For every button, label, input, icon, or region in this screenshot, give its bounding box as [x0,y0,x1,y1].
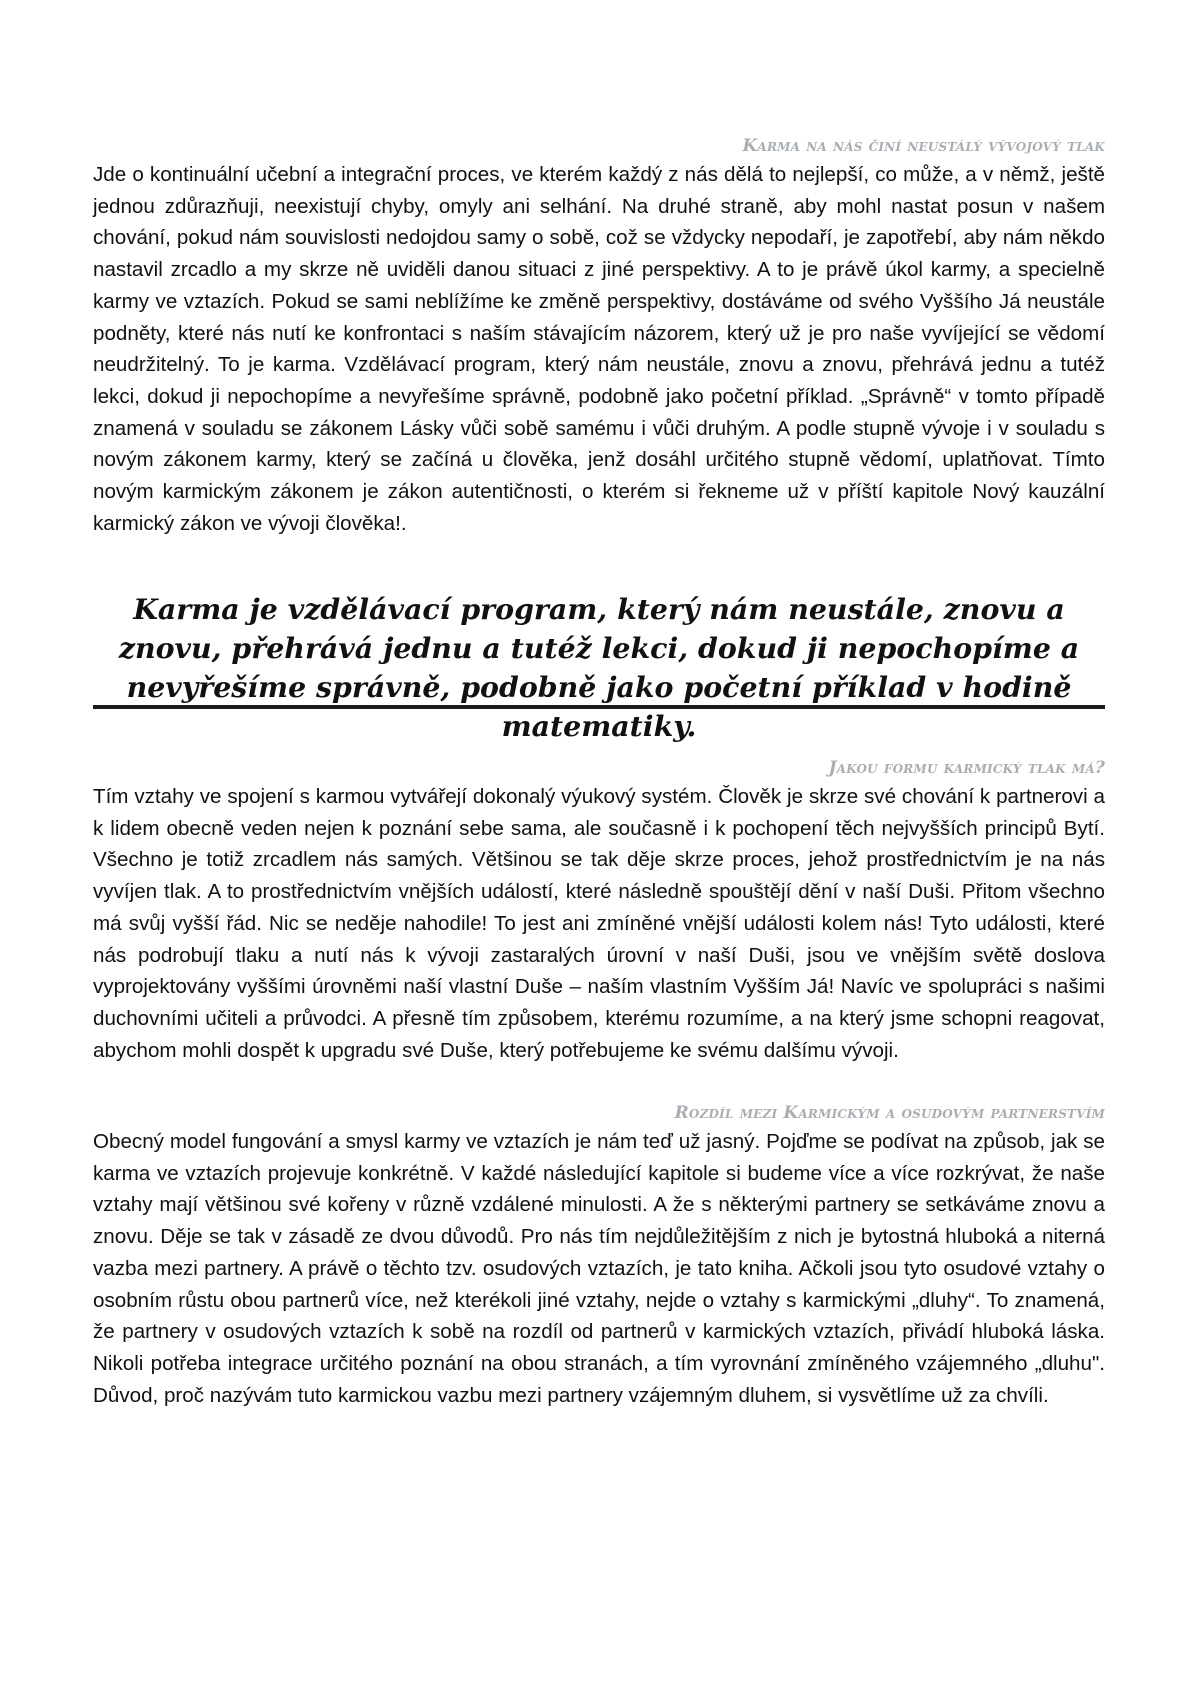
body-paragraph: Obecný model fungování a smysl karmy ve vztazích je nám teď už jasný. Pojďme se podívat na způsob, jak se karma ve vztazích projevuje konkrétně. V každé následující kapitole si budeme více a více rozkrývat, že naše vztahy mají většinou své kořeny v různě vzdálené minulosti. A že s některými partnery se setkáváme znovu a znovu. Děje se tak v zásadě ze dvou důvodů. Pro nás tím nejdůležitějším z nich je bytostná hluboká a niterná vazba mezi partnery. A právě o těchto tzv. osudových vztazích, je tato kniha. Ačkoli jsou tyto osudové vztahy o osobním růstu obou partnerů více, než kterékoli jiné vztahy, nejde o vztahy s karmickými „dluhy“. To znamená, že partnery v osudových vztazích k sobě na rozdíl od partnerů v karmických vztazích, přivádí hluboká láska. Nikoli potřeba integrace určitého poznání na obou stranách, a tím vyrovnání zmíněného vzájemného „dluhu". Důvod, proč nazývám tuto karmickou vazbu mezi partnery vzájemným dluhem, si vysvětlíme už za chvíli. [93,1130,1105,1407]
pull-quote: Karma je vzdělávací program, který nám neustále, znovu a znovu, přehrává jednu a tutéž lekci, dokud ji nepochopíme a nevyřešíme správně, podobně jako početní příklad v hodině matematiky. [118,592,1080,743]
body-paragraph: Tím vztahy ve spojení s karmou vytvářejí dokonalý výukový systém. Člověk je skrze své chování k partnerovi a k lidem obecně veden nejen k poznání sebe sama, ale současně i k pochopení těch nejvyšších principů Bytí. Všechno je totiž zrcadlem nás samých. Většinou se tak děje skrze proces, jehož prostřednictvím je na nás vyvíjen tlak. A to prostřednictvím vnějších událostí, které následně spouštějí dění v naší Duši. Přitom všechno má svůj vyšší řád. Nic se neděje nahodile! To jest ani zmíněné vnější události kolem nás! Tyto události, které nás podrobují tlaku a nutí nás k vývoji zastaralých úrovní v naší Duši, jsou ve vnějším světě doslova vyprojektovány vyššími úrovněmi naší vlastní Duše – naším vlastním Vyšším Já! Navíc ve spolupráci s našimi duchovními učiteli a průvodci. A přesně tím způsobem, kterému rozumíme, a na který jsme schopni reagovat, abychom mohli dospět k upgradu své Duše, který potřebujeme ke svému dalšímu vývoji. [93,785,1105,1062]
body-paragraph: Jde o kontinuální učební a integrační proces, ve kterém každý z nás dělá to nejlepší, co může, a v němž, ještě jednou zdůrazňuji, neexistují chyby, omyly ani selhání. Na druhé straně, aby mohl nastat posun v našem chování, pokud nám souvislosti nedojdou samy o sobě, což se vždycky nepodaří, je zapotřebí, aby nám někdo nastavil zrcadlo a my skrze ně uviděli danou situaci z jiné perspektivy. A to je právě úkol karmy, a specielně karmy ve vztazích. Pokud se sami neblížíme ke změně perspektivy, dostáváme od svého Vyššího Já neustále podněty, které nás nutí ke konfrontaci s naším stávajícím názorem, který už je pro naše vyvíjející se vědomí neudržitelný. To je karma. Vzdělávací program, který nám neustále, znovu a znovu, přehrává jednu a tutéž lekci, dokud ji nepochopíme a nevyřešíme správně, podobně jako početní příklad. „Správně“ v tomto případě znamená v souladu se zákonem Lásky vůči sobě samému i vůči druhým. A podle stupně vývoje i v souladu s novým zákonem karmy, který se začíná u člověka, jenž dosáhl určitého stupně vědomí, uplatňovat. Tímto novým karmickým zákonem je zákon autentičnosti, o kterém si řekneme už v příští kapitole Nový kauzální karmický zákon ve vývoji člověka!. [93,163,1105,535]
section-heading: Jakou formu karmický tlak má? [828,758,1105,778]
section-heading: Rozdíl mezi Karmickým a osudovým partnerstvím [674,1103,1105,1123]
section-heading: Karma na nás činí neustálý vývojový tlak [742,136,1105,156]
quote-underline-divider [93,705,1105,709]
